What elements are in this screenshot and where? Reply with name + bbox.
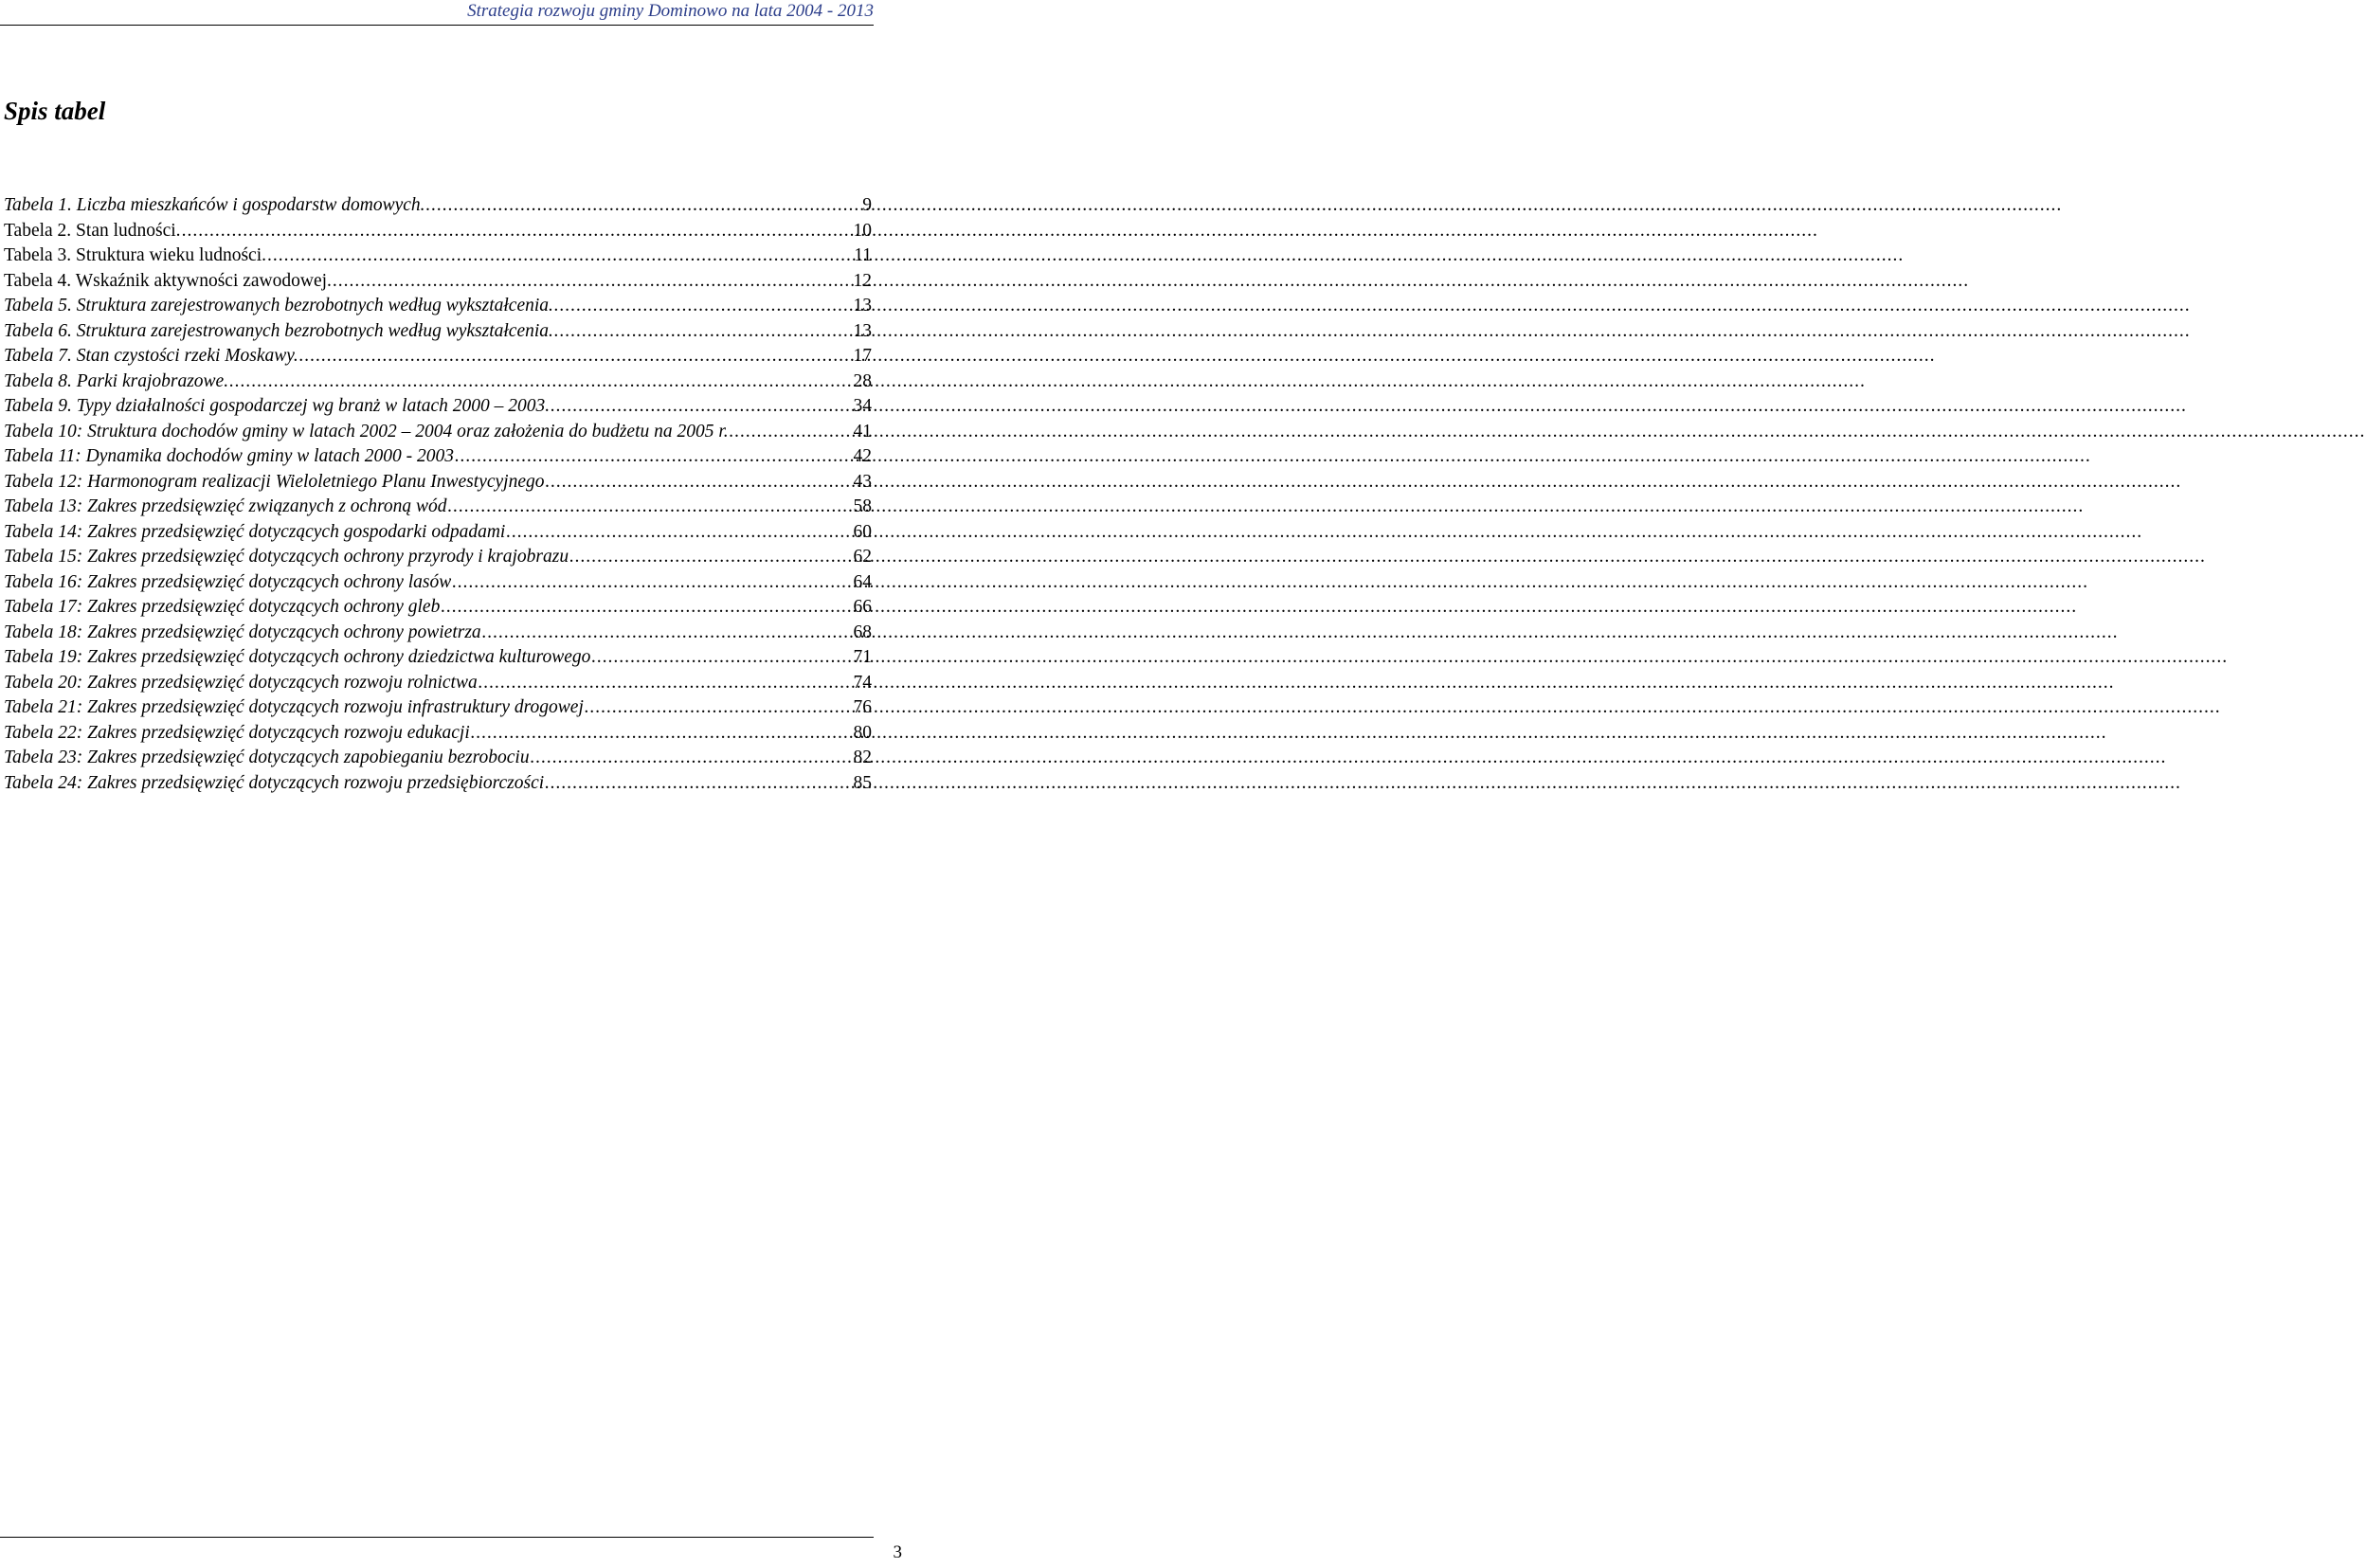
toc-entry-title: Tabela 4. Wskaźnik aktywności zawodowej.: [4, 270, 332, 291]
toc-leader-dots: [506, 520, 848, 546]
toc-entry[interactable]: [4, 394, 872, 420]
page-header: [0, 0, 874, 26]
toc-entry-title: Tabela 24: Zakres przedsięwzięć dotyczących rozwoju przedsiębiorczości: [4, 772, 545, 793]
toc-entry-title: Tabela 20: Zakres przedsięwzięć dotyczących rozwoju rolnictwa: [4, 672, 478, 693]
toc-entry-page: 34: [853, 396, 872, 416]
toc-leader-dots: [730, 420, 849, 445]
toc-entry[interactable]: [4, 771, 872, 797]
toc-entry-title: Tabela 18: Zakres przedsięwzięć dotyczących ochrony powietrza: [4, 622, 481, 642]
toc-entry-page: 28: [853, 370, 872, 391]
toc-entry-page: 62: [853, 547, 872, 567]
toc-leader-dots: [182, 219, 849, 244]
toc-leader-dots: [545, 771, 848, 797]
toc-entry[interactable]: [4, 420, 872, 445]
header-title: Strategia rozwoju gminy Dominowo na lata 2004 - 2013: [467, 1, 874, 21]
toc-entry-page: 85: [853, 772, 872, 793]
toc-entry-title: Tabela 19: Zakres przedsięwzięć dotyczących ochrony dziedzictwa kulturowego: [4, 647, 591, 667]
toc-leader-dots: [479, 671, 849, 696]
toc-entry-page: 76: [853, 697, 872, 717]
toc-leader-dots: [426, 193, 858, 219]
toc-entry-title: Tabela 5. Struktura zarejestrowanych bezrobotnych według wykształcenia.: [4, 296, 553, 315]
toc-leader-dots: [585, 695, 849, 721]
toc-leader-dots: [471, 721, 849, 747]
toc-leader-dots: [299, 344, 849, 369]
toc-leader-dots: [229, 369, 848, 395]
toc-entry-title: Tabela 16: Zakres przedsięwzięć dotyczących ochrony lasów: [4, 571, 452, 592]
toc-leader-dots: [482, 621, 849, 646]
toc-entry-title: Tabela 3. Struktura wieku ludności.: [4, 245, 266, 265]
toc-entry-page: 9: [862, 195, 872, 215]
toc-entry-page: 42: [853, 446, 872, 466]
toc-entry-title: Tabela 17: Zakres przedsięwzięć dotyczących ochrony gleb: [4, 597, 441, 617]
toc-entry-title: Tabela 9. Typy działalności gospodarczej wg branż w latach 2000 – 2003.: [4, 396, 551, 416]
toc-entry[interactable]: [4, 269, 872, 295]
toc-leader-dots: [333, 269, 849, 295]
toc-entry-page: 68: [853, 622, 872, 642]
toc-entry[interactable]: [4, 645, 872, 671]
toc-entry-title: Tabela 13: Zakres przedsięwzięć związanych z ochroną wód: [4, 496, 447, 516]
toc-entry-page: 11: [854, 245, 872, 265]
toc-entry[interactable]: [4, 570, 872, 596]
toc-leader-dots: [441, 595, 848, 621]
toc-entry-page: 41: [853, 421, 872, 442]
toc-entry[interactable]: [4, 344, 872, 369]
toc-entry-title: Tabela 1. Liczba mieszkańców i gospodarstw domowych.: [4, 195, 425, 215]
toc-leader-dots: [554, 319, 849, 345]
footer-divider: [0, 1537, 874, 1538]
toc-leader-dots: [447, 495, 848, 520]
toc-entry-page: 66: [853, 597, 872, 617]
toc-entry-page: 82: [853, 748, 872, 767]
toc-entry[interactable]: [4, 621, 872, 646]
toc-entry-page: 60: [853, 521, 872, 542]
toc-entry-page: 80: [853, 722, 872, 743]
toc-entry-page: 74: [853, 672, 872, 693]
toc-leader-dots: [545, 470, 848, 496]
toc-leader-dots: [455, 444, 849, 470]
toc-entry-title: Tabela 15: Zakres przedsięwzięć dotyczących ochrony przyrody i krajobrazu: [4, 547, 569, 567]
toc-entry-title: Tabela 21: Zakres przedsięwzięć dotyczących rozwoju infrastruktury drogowej: [4, 697, 584, 717]
toc-entry-title: Tabela 6. Struktura zarejestrowanych bezrobotnych według wykształcenia.: [4, 320, 553, 341]
toc-leader-dots: [591, 645, 848, 671]
toc-entry[interactable]: [4, 319, 872, 345]
toc-leader-dots: [531, 746, 849, 771]
toc-entry[interactable]: [4, 721, 872, 747]
toc-leader-dots: [452, 570, 848, 596]
toc-leader-dots: [554, 294, 849, 319]
toc-entry[interactable]: [4, 193, 872, 219]
toc-entry-page: 64: [853, 571, 872, 592]
toc-entry[interactable]: [4, 595, 872, 621]
toc-entry-page: 13: [853, 296, 872, 315]
toc-entry[interactable]: [4, 520, 872, 546]
toc-entry[interactable]: [4, 695, 872, 721]
toc-leader-dots: [551, 394, 848, 420]
section-title: Spis tabel: [4, 97, 106, 125]
toc-entry[interactable]: [4, 294, 872, 319]
toc-entry[interactable]: [4, 243, 872, 269]
toc-leader-dots: [569, 545, 848, 570]
toc-entry[interactable]: [4, 219, 872, 244]
toc-entry-page: 10: [853, 220, 872, 241]
toc-entry-page: 12: [853, 270, 872, 291]
toc-entry[interactable]: [4, 746, 872, 771]
toc-entry-page: 58: [853, 496, 872, 516]
toc-entry-title: Tabela 7. Stan czystości rzeki Moskawy.: [4, 346, 298, 366]
toc-entry[interactable]: [4, 545, 872, 570]
toc-entry-title: Tabela 12: Harmonogram realizacji Wieloletniego Planu Inwestycyjnego: [4, 471, 545, 492]
toc-entry-title: Tabela 23: Zakres przedsięwzięć dotyczących zapobieganiu bezrobociu: [4, 748, 530, 767]
toc-entry[interactable]: [4, 470, 872, 496]
toc-entry[interactable]: [4, 495, 872, 520]
toc-entry[interactable]: [4, 444, 872, 470]
toc-entry-title: Tabela 2. Stan ludności.: [4, 220, 181, 241]
toc-entry-title: Tabela 22: Zakres przedsięwzięć dotyczących rozwoju edukacji: [4, 722, 470, 743]
toc-entry-title: Tabela 10: Struktura dochodów gminy w latach 2002 – 2004 oraz założenia do budżetu na 2005 r.: [4, 421, 729, 442]
toc-entry-title: Tabela 11: Dynamika dochodów gminy w latach 2000 - 2003: [4, 446, 454, 466]
table-of-tables: [4, 193, 872, 796]
toc-entry-page: 17: [853, 346, 872, 366]
toc-entry[interactable]: [4, 369, 872, 395]
toc-entry-page: 43: [853, 471, 872, 492]
toc-entry[interactable]: [4, 671, 872, 696]
toc-entry-page: 13: [853, 320, 872, 341]
page-number: 3: [893, 1542, 902, 1562]
toc-leader-dots: [267, 243, 849, 269]
toc-entry-page: 71: [853, 647, 872, 667]
toc-entry-title: Tabela 8. Parki krajobrazowe.: [4, 370, 229, 391]
toc-entry-title: Tabela 14: Zakres przedsięwzięć dotyczących gospodarki odpadami: [4, 521, 506, 542]
